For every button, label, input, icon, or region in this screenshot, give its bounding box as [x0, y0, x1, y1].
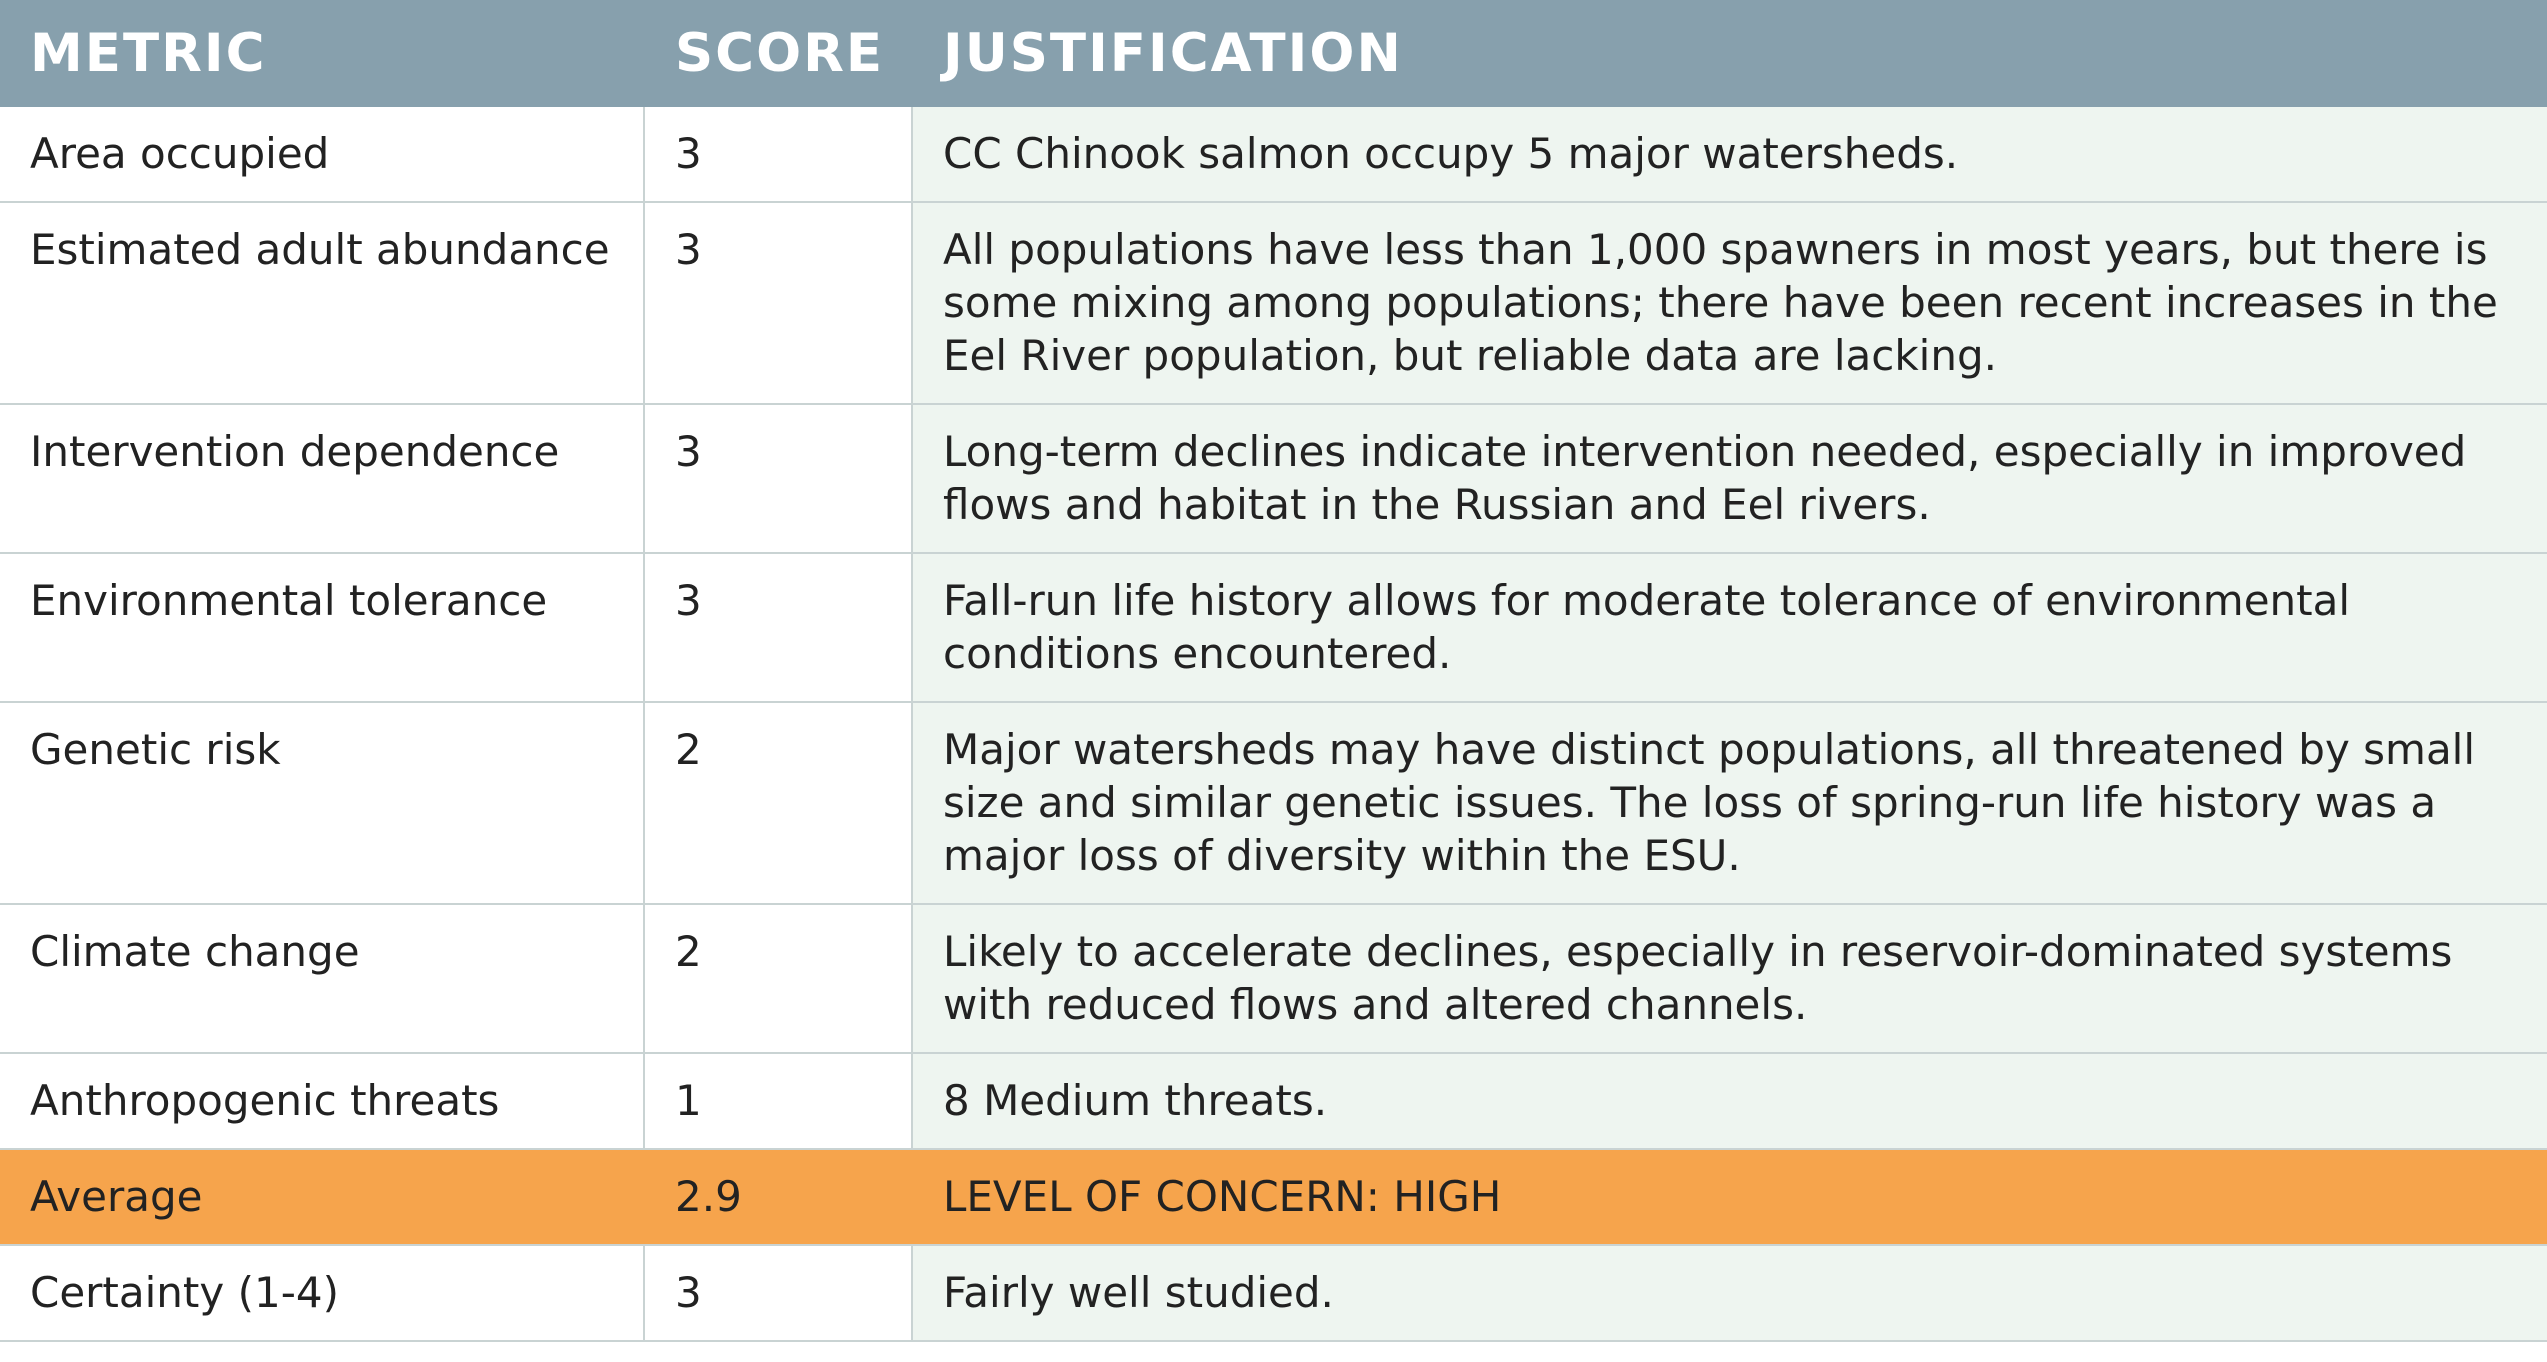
metric-cell: Environmental tolerance: [0, 553, 644, 702]
justification-cell: Fairly well studied.: [912, 1245, 2547, 1341]
table-row: [0, 1245, 2547, 1341]
average-label: Average: [0, 1149, 644, 1245]
header-metric: METRIC: [0, 0, 644, 107]
table-row: [0, 107, 2547, 202]
score-cell: 2: [644, 904, 912, 1053]
metric-cell: Intervention dependence: [0, 404, 644, 553]
score-cell: 3: [644, 553, 912, 702]
justification-cell: Long-term declines indicate intervention needed, especially in improved flows and habitat in the Russian and Eel rivers.: [912, 404, 2547, 553]
header-justification: JUSTIFICATION: [912, 0, 2547, 107]
justification-cell: All populations have less than 1,000 spawners in most years, but there is some mixing among populations; there have been recent increases in the Eel River population, but reliable data are lacking.: [912, 202, 2547, 404]
average-row: [0, 1149, 2547, 1245]
metric-cell: Area occupied: [0, 107, 644, 202]
table-row: [0, 702, 2547, 904]
justification-cell: 8 Medium threats.: [912, 1053, 2547, 1149]
table-row: [0, 202, 2547, 404]
justification-cell: Major watersheds may have distinct populations, all threatened by small size and similar genetic issues. The loss of spring-run life history was a major loss of diversity within the ESU.: [912, 702, 2547, 904]
score-cell: 3: [644, 107, 912, 202]
score-cell: 3: [644, 1245, 912, 1341]
score-cell: 1: [644, 1053, 912, 1149]
level-of-concern: LEVEL OF CONCERN: HIGH: [912, 1149, 2547, 1245]
header-score: SCORE: [644, 0, 912, 107]
table-row: [0, 553, 2547, 702]
header-row: [0, 0, 2547, 107]
average-score: 2.9: [644, 1149, 912, 1245]
justification-cell: Likely to accelerate declines, especially in reservoir-dominated systems with reduced flows and altered channels.: [912, 904, 2547, 1053]
score-cell: 3: [644, 202, 912, 404]
metric-cell: Genetic risk: [0, 702, 644, 904]
metric-cell: Estimated adult abundance: [0, 202, 644, 404]
metric-cell: Certainty (1-4): [0, 1245, 644, 1341]
justification-cell: Fall-run life history allows for moderate tolerance of environmental conditions encountered.: [912, 553, 2547, 702]
table-row: [0, 904, 2547, 1053]
score-cell: 3: [644, 404, 912, 553]
metric-cell: Climate change: [0, 904, 644, 1053]
justification-cell: CC Chinook salmon occupy 5 major watersheds.: [912, 107, 2547, 202]
table-row: [0, 404, 2547, 553]
metric-cell: Anthropogenic threats: [0, 1053, 644, 1149]
score-cell: 2: [644, 702, 912, 904]
table-row: [0, 1053, 2547, 1149]
